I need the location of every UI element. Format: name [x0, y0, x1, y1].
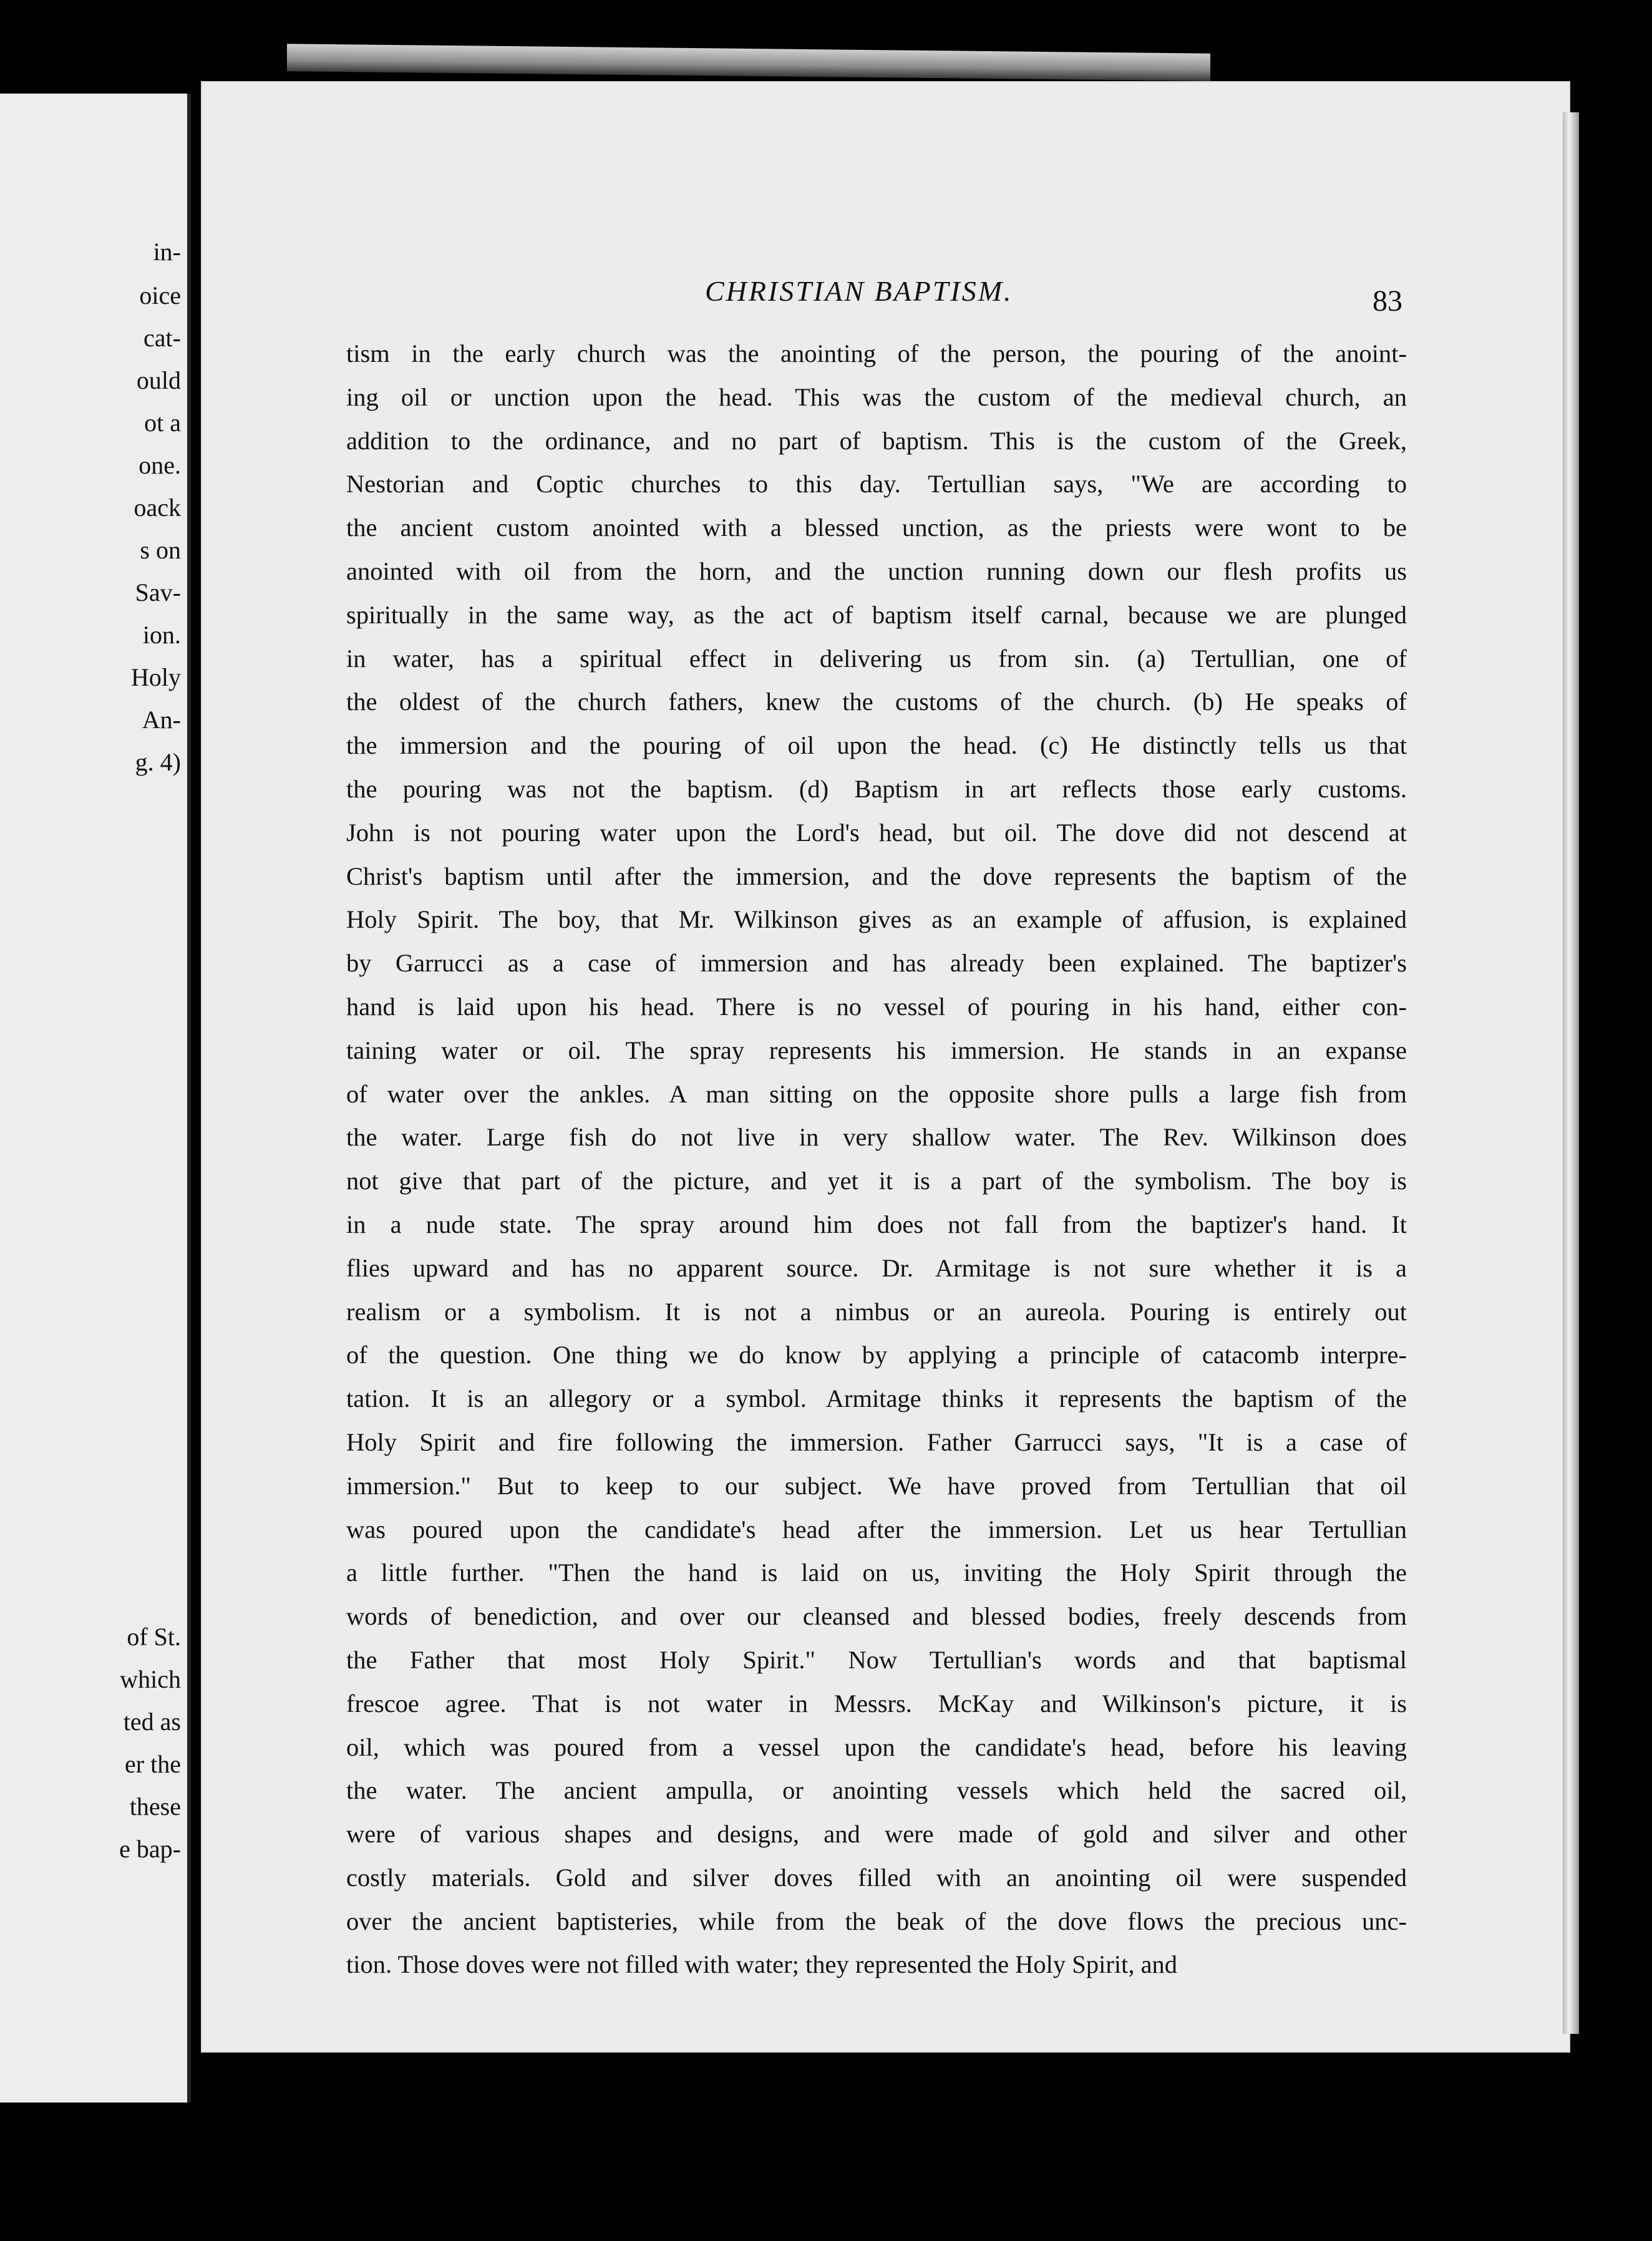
text-line: tation. It is an allegory or a symbol. Armitage thinks it represents the baptism of the: [346, 1384, 1407, 1413]
running-head: CHRISTIAN BAPTISM.: [705, 275, 1013, 307]
left-fragment: cat-: [143, 324, 181, 352]
text-line: was poured upon the candidate's head after the immersion. Let us hear Tertullian: [346, 1515, 1407, 1543]
text-line: the immersion and the pouring of oil upon the head. (c) He distinctly tells us that: [346, 731, 1407, 760]
left-fragment: these: [129, 1792, 181, 1821]
text-line: the Father that most Holy Spirit." Now Tertullian's words and that baptismal: [346, 1645, 1407, 1674]
left-fragment: which: [120, 1665, 181, 1693]
text-line: not give that part of the picture, and yet it is a part of the symbolism. The boy is: [346, 1167, 1407, 1195]
text-line: words of benediction, and over our cleansed and blessed bodies, freely descends from: [346, 1602, 1407, 1631]
text-line: immersion." But to keep to our subject. We have proved from Tertullian that oil: [346, 1471, 1407, 1500]
text-line: taining water or oil. The spray represents his immersion. He stands in an expanse: [346, 1036, 1407, 1064]
text-line: flies upward and has no apparent source. Dr. Armitage is not sure whether it is a: [346, 1253, 1407, 1282]
text-line: the oldest of the church fathers, knew the customs of the church. (b) He speaks of: [346, 688, 1407, 716]
left-fragment: Holy: [131, 663, 181, 691]
book-spine-strip: [287, 44, 1210, 80]
text-line: costly materials. Gold and silver doves filled with an anointing oil were suspended: [346, 1863, 1407, 1892]
text-line: were of various shapes and designs, and were made of gold and silver and other: [346, 1820, 1407, 1849]
text-line: Holy Spirit. The boy, that Mr. Wilkinson gives as an example of affusion, is explained: [346, 905, 1407, 934]
text-line: the pouring was not the baptism. (d) Baptism in art reflects those early customs.: [346, 774, 1407, 803]
text-line: of the question. One thing we do know by applying a principle of catacomb interpre-: [346, 1341, 1407, 1369]
text-line: oil, which was poured from a vessel upon the candidate's head, before his leaving: [346, 1733, 1407, 1761]
text-line: over the ancient baptisteries, while from the beak of the dove flows the precious unc-: [346, 1907, 1407, 1935]
page-edge: [1563, 112, 1579, 2034]
text-line: a little further. "Then the hand is laid on us, inviting the Holy Spirit through the: [346, 1558, 1407, 1587]
text-line: hand is laid upon his head. There is no vessel of pouring in his hand, either con-: [346, 992, 1407, 1021]
body-text: [346, 332, 1407, 1986]
left-fragment: g. 4): [135, 748, 181, 776]
text-line: Nestorian and Coptic churches to this day. Tertullian says, "We are according to: [346, 470, 1407, 498]
left-fragment: of St.: [127, 1623, 181, 1651]
left-fragment: one.: [138, 451, 181, 479]
text-line: tism in the early church was the anointing of the person, the pouring of the anoint-: [346, 339, 1407, 367]
left-fragment: Sav-: [135, 578, 181, 606]
left-fragment: oice: [139, 281, 181, 309]
text-line: the water. The ancient ampulla, or anointing vessels which held the sacred oil,: [346, 1776, 1407, 1805]
left-fragment: e bap-: [119, 1835, 181, 1863]
left-fragment: ted as: [123, 1708, 181, 1736]
page-number: 83: [1373, 284, 1402, 318]
left-fragment: ion.: [142, 621, 181, 649]
text-line: Christ's baptism until after the immersion, and the dove represents the baptism of the: [346, 862, 1407, 890]
text-line: of water over the ankles. A man sitting on the opposite shore pulls a large fish from: [346, 1079, 1407, 1108]
left-page: [0, 94, 191, 2102]
left-fragment: s on: [140, 536, 181, 564]
text-line: the water. Large fish do not live in very shallow water. The Rev. Wilkinson does: [346, 1123, 1407, 1152]
left-fragment: ould: [136, 366, 181, 394]
text-line: by Garrucci as a case of immersion and has already been explained. The baptizer's: [346, 949, 1407, 978]
left-fragment: An-: [142, 706, 181, 734]
text-line: in a nude state. The spray around him does not fall from the baptizer's hand. It: [346, 1210, 1407, 1238]
left-fragment: oack: [134, 493, 181, 522]
text-line: John is not pouring water upon the Lord's head, but oil. The dove did not descend at: [346, 818, 1407, 847]
text-line: frescoe agree. That is not water in Messrs. McKay and Wilkinson's picture, it is: [346, 1689, 1407, 1718]
text-line: spiritually in the same way, as the act of baptism itself carnal, because we are plunged: [346, 600, 1407, 629]
text-line: anointed with oil from the horn, and the unction running down our flesh profits us: [346, 557, 1407, 585]
text-line: tion. Those doves were not filled with water; they represented the Holy Spirit, and: [346, 1950, 1178, 1979]
text-line: in water, has a spiritual effect in delivering us from sin. (a) Tertullian, one of: [346, 644, 1407, 673]
text-line: addition to the ordinance, and no part of baptism. This is the custom of the Greek,: [346, 426, 1407, 455]
left-fragment: er the: [125, 1750, 181, 1778]
text-line: Holy Spirit and fire following the immersion. Father Garrucci says, "It is a case of: [346, 1427, 1407, 1456]
text-line: realism or a symbolism. It is not a nimbus or an aureola. Pouring is entirely out: [346, 1297, 1407, 1326]
left-fragment: in-: [153, 238, 181, 266]
text-line: the ancient custom anointed with a blessed unction, as the priests were wont to be: [346, 513, 1407, 542]
text-line: ing oil or unction upon the head. This was the custom of the medieval church, an: [346, 382, 1407, 411]
left-fragment: ot a: [144, 409, 181, 437]
